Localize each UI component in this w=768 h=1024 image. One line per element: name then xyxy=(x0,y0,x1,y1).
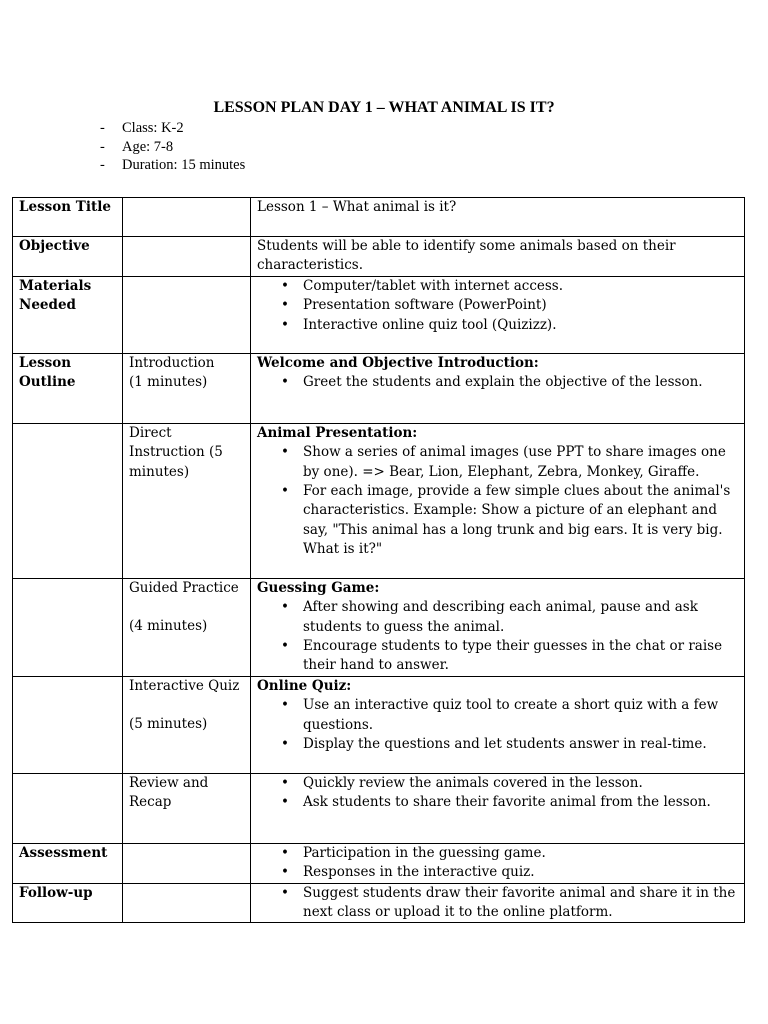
content-guided-practice xyxy=(251,578,745,676)
empty-cell xyxy=(123,843,251,883)
row-interactive-quiz xyxy=(13,676,745,773)
label-lesson-outline: Lesson Outline xyxy=(13,353,123,423)
list-item: • Presentation software (PowerPoint) xyxy=(303,296,738,315)
label-objective: Objective xyxy=(13,237,123,277)
label-materials: Materials Needed xyxy=(13,276,123,353)
introduction-list xyxy=(257,373,738,392)
row-followup xyxy=(13,883,745,923)
guided-practice-list xyxy=(257,598,738,676)
dash-marker: - xyxy=(100,138,105,155)
list-item: • Ask students to share their favorite animal from the lesson. xyxy=(303,793,738,812)
list-item: • Responses in the interactive quiz. xyxy=(303,863,738,882)
content-direct-instruction xyxy=(251,423,745,578)
stage-interactive-quiz: Interactive Quiz (5 minutes) xyxy=(123,676,251,773)
content-assessment xyxy=(251,843,745,883)
spacer xyxy=(129,696,244,715)
dash-marker: - xyxy=(100,157,105,173)
stage-guided-practice: Guided Practice (4 minutes) xyxy=(123,578,251,676)
stage-introduction: Introduction (1 minutes) xyxy=(123,353,251,423)
empty-cell xyxy=(123,237,251,277)
section-heading: Animal Presentation: xyxy=(257,424,418,441)
info-item-age: - Age: 7-8 xyxy=(100,138,174,155)
info-item-duration: - Duration: 15 minutes xyxy=(100,157,246,173)
list-item: • Suggest students draw their favorite animal and share it in the next class or upload it to the online platform. xyxy=(303,884,738,923)
row-outline-introduction xyxy=(13,353,745,423)
list-item: • Computer/tablet with internet access. xyxy=(303,277,738,296)
review-list xyxy=(257,774,738,813)
section-heading: Welcome and Objective Introduction: xyxy=(257,354,539,371)
page-title: LESSON PLAN DAY 1 – WHAT ANIMAL IS IT? xyxy=(213,99,555,116)
row-materials xyxy=(13,276,745,353)
lesson-plan-table xyxy=(12,197,745,923)
value-lesson-title: Lesson 1 – What animal is it? xyxy=(251,198,745,237)
spacer xyxy=(129,598,244,617)
list-item: • Quickly review the animals covered in the lesson. xyxy=(303,774,738,793)
list-item: • Display the questions and let students answer in real-time. xyxy=(303,735,738,754)
assessment-list xyxy=(257,844,738,883)
row-direct-instruction xyxy=(13,423,745,578)
empty-cell xyxy=(13,578,123,676)
dash-marker: - xyxy=(100,120,105,136)
list-item: • After showing and describing each animal, pause and ask students to guess the animal. xyxy=(303,598,738,637)
info-item-class: - Class: K-2 xyxy=(100,120,184,136)
label-lesson-title: Lesson Title xyxy=(13,198,123,237)
empty-cell xyxy=(123,883,251,923)
empty-cell xyxy=(13,773,123,843)
content-introduction xyxy=(251,353,745,423)
row-lesson-title xyxy=(13,198,745,237)
list-item: • Use an interactive quiz tool to create a short quiz with a few questions. xyxy=(303,696,738,735)
list-item: • Encourage students to type their guesses in the chat or raise their hand to answer. xyxy=(303,637,738,676)
value-materials xyxy=(251,276,745,353)
section-heading: Online Quiz: xyxy=(257,677,352,694)
stage-review: Review and Recap xyxy=(123,773,251,843)
lesson-info-list xyxy=(100,119,245,175)
section-heading: Guessing Game: xyxy=(257,579,380,596)
value-objective: Students will be able to identify some animals based on their characteristics. xyxy=(251,237,745,277)
row-assessment xyxy=(13,843,745,883)
empty-cell xyxy=(123,198,251,237)
followup-list xyxy=(257,884,738,923)
content-followup xyxy=(251,883,745,923)
label-assessment: Assessment xyxy=(13,843,123,883)
empty-cell xyxy=(13,423,123,578)
label-followup: Follow-up xyxy=(13,883,123,923)
list-item: • Greet the students and explain the objective of the lesson. xyxy=(303,373,738,392)
row-guided-practice xyxy=(13,578,745,676)
materials-list xyxy=(257,277,738,335)
row-objective xyxy=(13,237,745,277)
list-item: • For each image, provide a few simple clues about the animal's characteristics. Example: Show a picture of an elephant and say, "This animal has a long trunk and big ears. It is very big. What is it?" xyxy=(303,482,738,560)
stage-direct-instruction: Direct Instruction (5 minutes) xyxy=(123,423,251,578)
row-review xyxy=(13,773,745,843)
list-item: • Interactive online quiz tool (Quizizz). xyxy=(303,316,738,335)
content-review xyxy=(251,773,745,843)
empty-cell xyxy=(13,676,123,773)
interactive-quiz-list xyxy=(257,696,738,754)
list-item: • Participation in the guessing game. xyxy=(303,844,738,863)
direct-instruction-list xyxy=(257,443,738,559)
list-item: • Show a series of animal images (use PPT to share images one by one). => Bear, Lion, Elephant, Zebra, Monkey, Giraffe. xyxy=(303,443,738,482)
content-interactive-quiz xyxy=(251,676,745,773)
empty-cell xyxy=(123,276,251,353)
